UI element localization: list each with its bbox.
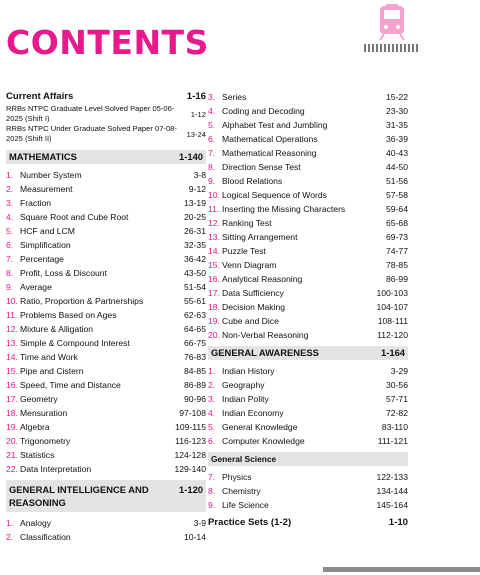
item-number: 4. bbox=[6, 212, 14, 222]
item-number: 15. bbox=[6, 366, 18, 376]
list-item[interactable] bbox=[208, 188, 408, 202]
item-number: 8. bbox=[208, 486, 216, 496]
section-pages: 1-120 bbox=[179, 484, 203, 495]
list-item[interactable] bbox=[208, 216, 408, 230]
item-label: Average bbox=[20, 282, 52, 292]
item-number: 3. bbox=[208, 92, 216, 102]
list-item[interactable] bbox=[6, 364, 206, 378]
item-label: Data Sufficiency bbox=[222, 288, 284, 298]
item-label: Venn Diagram bbox=[222, 260, 277, 270]
list-item[interactable] bbox=[208, 244, 408, 258]
item-pages: 36-42 bbox=[184, 254, 206, 264]
item-pages: 109-115 bbox=[175, 422, 206, 432]
list-item[interactable] bbox=[208, 378, 408, 392]
item-number: 5. bbox=[208, 422, 216, 432]
section-label: Current Affairs bbox=[6, 91, 74, 102]
item-number: 14. bbox=[208, 246, 220, 256]
item-pages: 20-25 bbox=[184, 212, 206, 222]
list-item[interactable] bbox=[208, 90, 408, 104]
item-label: Physics bbox=[222, 472, 252, 482]
item-pages: 66-75 bbox=[184, 338, 206, 348]
list-item[interactable] bbox=[208, 420, 408, 434]
item-number: 19. bbox=[208, 316, 220, 326]
list-item[interactable] bbox=[208, 364, 408, 378]
section-label: Practice Sets (1-2) bbox=[208, 517, 292, 528]
list-item[interactable] bbox=[208, 328, 408, 342]
item-pages: 108-111 bbox=[377, 316, 408, 326]
item-pages: 30-56 bbox=[386, 380, 408, 390]
item-label: Chemistry bbox=[222, 486, 261, 496]
item-pages: 59-64 bbox=[386, 204, 408, 214]
list-item[interactable] bbox=[208, 272, 408, 286]
item-label: Inserting the Missing Characters bbox=[222, 204, 346, 214]
list-item[interactable] bbox=[208, 314, 408, 328]
list-item[interactable] bbox=[6, 406, 206, 420]
item-number: 16. bbox=[208, 274, 220, 284]
science-list bbox=[208, 470, 408, 512]
item-pages: 84-85 bbox=[184, 366, 206, 376]
list-item[interactable] bbox=[208, 160, 408, 174]
section-intelligence-reasoning[interactable] bbox=[6, 480, 206, 512]
item-number: 7. bbox=[208, 472, 216, 482]
item-number: 6. bbox=[6, 240, 14, 250]
item-pages: 86-99 bbox=[386, 274, 408, 284]
item-number: 12. bbox=[6, 324, 18, 334]
item-pages: 104-107 bbox=[376, 302, 408, 312]
item-pages: 15-22 bbox=[386, 92, 408, 102]
item-label: RRBs NTPC Under Graduate Solved Paper 07-08-2025 (Shift II) bbox=[6, 124, 177, 143]
item-number: 7. bbox=[6, 254, 14, 264]
footer-bar bbox=[323, 567, 480, 572]
item-label: Profit, Loss & Discount bbox=[20, 268, 107, 278]
item-number: 11. bbox=[208, 204, 220, 214]
item-pages: 122-133 bbox=[376, 472, 408, 482]
item-label: Problems Based on Ages bbox=[20, 310, 117, 320]
section-pages: 1-10 bbox=[388, 517, 408, 528]
list-item[interactable] bbox=[208, 392, 408, 406]
item-label: Logical Sequence of Words bbox=[222, 190, 327, 200]
item-number: 13. bbox=[208, 232, 220, 242]
train-icon bbox=[362, 4, 422, 54]
item-pages: 13-19 bbox=[184, 198, 206, 208]
item-pages: 90-96 bbox=[184, 394, 206, 404]
list-item[interactable] bbox=[208, 286, 408, 300]
item-number: 5. bbox=[6, 226, 14, 236]
item-label: Percentage bbox=[20, 254, 64, 264]
item-pages: 10-14 bbox=[184, 532, 206, 542]
item-label: Mixture & Alligation bbox=[20, 324, 94, 334]
list-item[interactable] bbox=[6, 448, 206, 462]
item-label: HCF and LCM bbox=[20, 226, 75, 236]
page-title: CONTENTS bbox=[6, 23, 209, 62]
section-label: General Science bbox=[211, 454, 277, 464]
item-label: Ranking Test bbox=[222, 218, 272, 228]
list-item[interactable] bbox=[6, 392, 206, 406]
item-pages: 100-103 bbox=[376, 288, 408, 298]
item-pages: 111-121 bbox=[377, 436, 408, 446]
item-number: 10. bbox=[6, 296, 18, 306]
list-item[interactable] bbox=[6, 420, 206, 434]
item-label: Simplification bbox=[20, 240, 71, 250]
list-item[interactable] bbox=[6, 462, 206, 476]
item-number: 17. bbox=[6, 394, 18, 404]
item-pages: 69-73 bbox=[386, 232, 408, 242]
item-label: Indian Polity bbox=[222, 394, 269, 404]
item-label: Ratio, Proportion & Partnerships bbox=[20, 296, 144, 306]
item-pages: 13-24 bbox=[186, 130, 206, 139]
item-pages: 64-65 bbox=[184, 324, 206, 334]
item-pages: 51-56 bbox=[386, 176, 408, 186]
list-item[interactable] bbox=[208, 406, 408, 420]
reasoning-list bbox=[6, 516, 206, 544]
item-label: Analogy bbox=[20, 518, 52, 528]
item-number: 10. bbox=[208, 190, 220, 200]
list-item[interactable] bbox=[6, 196, 206, 210]
item-label: Simple & Compound Interest bbox=[20, 338, 130, 348]
item-pages: 129-140 bbox=[174, 464, 206, 474]
list-item[interactable] bbox=[208, 132, 408, 146]
item-label: Alphabet Test and Jumbling bbox=[222, 120, 328, 130]
list-item[interactable] bbox=[208, 470, 408, 484]
item-label: Fraction bbox=[20, 198, 52, 208]
section-general-awareness[interactable] bbox=[208, 346, 408, 360]
item-pages: 78-85 bbox=[386, 260, 408, 270]
list-item[interactable] bbox=[6, 210, 206, 224]
item-pages: 57-58 bbox=[386, 190, 408, 200]
list-item[interactable] bbox=[6, 182, 206, 196]
item-number: 9. bbox=[6, 282, 14, 292]
item-label: Coding and Decoding bbox=[222, 106, 305, 116]
item-number: 3. bbox=[208, 394, 216, 404]
list-item[interactable] bbox=[6, 530, 206, 544]
item-number: 8. bbox=[6, 268, 14, 278]
list-item[interactable] bbox=[6, 224, 206, 238]
list-item[interactable] bbox=[208, 146, 408, 160]
item-number: 9. bbox=[208, 500, 216, 510]
item-label: Mathematical Operations bbox=[222, 134, 318, 144]
item-pages: 62-63 bbox=[184, 310, 206, 320]
list-item[interactable] bbox=[6, 124, 206, 144]
item-number: 2. bbox=[208, 380, 216, 390]
item-label: Blood Relations bbox=[222, 176, 283, 186]
item-label: Time and Work bbox=[20, 352, 78, 362]
item-label: Measurement bbox=[20, 184, 73, 194]
list-item[interactable] bbox=[208, 434, 408, 448]
item-pages: 31-35 bbox=[386, 120, 408, 130]
item-number: 6. bbox=[208, 436, 216, 446]
section-general-science[interactable] bbox=[208, 452, 408, 466]
item-number: 2. bbox=[6, 184, 14, 194]
list-item[interactable] bbox=[6, 308, 206, 322]
list-item[interactable] bbox=[6, 280, 206, 294]
item-number: 1. bbox=[6, 170, 14, 180]
item-pages: 3-9 bbox=[193, 518, 206, 528]
list-item[interactable] bbox=[208, 498, 408, 512]
section-mathematics[interactable] bbox=[6, 150, 206, 164]
reasoning-list-continued bbox=[208, 90, 408, 342]
list-item[interactable] bbox=[6, 238, 206, 252]
item-label: RRBs NTPC Graduate Level Solved Paper 05-06-2025 (Shift I) bbox=[6, 104, 175, 123]
item-number: 6. bbox=[208, 134, 216, 144]
list-item[interactable] bbox=[6, 104, 206, 124]
item-label: Speed, Time and Distance bbox=[20, 380, 121, 390]
item-pages: 36-39 bbox=[386, 134, 408, 144]
item-label: Mensuration bbox=[20, 408, 68, 418]
item-pages: 44-50 bbox=[386, 162, 408, 172]
awareness-list bbox=[208, 364, 408, 448]
item-label: Indian History bbox=[222, 366, 275, 376]
list-item[interactable] bbox=[6, 294, 206, 308]
list-item[interactable] bbox=[208, 258, 408, 272]
item-pages: 43-50 bbox=[184, 268, 206, 278]
item-pages: 51-54 bbox=[184, 282, 206, 292]
item-pages: 145-164 bbox=[376, 500, 408, 510]
item-pages: 97-108 bbox=[179, 408, 206, 418]
item-pages: 86-89 bbox=[184, 380, 206, 390]
item-pages: 134-144 bbox=[376, 486, 408, 496]
section-label: GENERAL INTELLIGENCE AND REASONING bbox=[9, 484, 149, 508]
item-number: 4. bbox=[208, 106, 216, 116]
item-number: 21. bbox=[6, 450, 18, 460]
item-pages: 65-68 bbox=[386, 218, 408, 228]
item-label: Decision Making bbox=[222, 302, 286, 312]
section-label: MATHEMATICS bbox=[9, 151, 77, 162]
item-label: Square Root and Cube Root bbox=[20, 212, 129, 222]
item-label: Statistics bbox=[20, 450, 55, 460]
list-item[interactable] bbox=[6, 336, 206, 350]
list-item[interactable] bbox=[6, 516, 206, 530]
list-item[interactable] bbox=[208, 118, 408, 132]
item-number: 11. bbox=[6, 310, 18, 320]
item-pages: 76-83 bbox=[184, 352, 206, 362]
item-label: Algebra bbox=[20, 422, 50, 432]
item-number: 13. bbox=[6, 338, 18, 348]
list-item[interactable] bbox=[208, 484, 408, 498]
list-item[interactable] bbox=[6, 252, 206, 266]
item-number: 16. bbox=[6, 380, 18, 390]
section-current-affairs[interactable] bbox=[6, 90, 206, 104]
section-pages: 1-140 bbox=[179, 151, 203, 162]
item-number: 4. bbox=[208, 408, 216, 418]
item-pages: 1-12 bbox=[190, 110, 206, 119]
item-number: 18. bbox=[208, 302, 220, 312]
item-number: 18. bbox=[6, 408, 18, 418]
item-number: 17. bbox=[208, 288, 220, 298]
item-pages: 32-35 bbox=[184, 240, 206, 250]
item-pages: 83-110 bbox=[381, 422, 408, 432]
list-item[interactable] bbox=[6, 378, 206, 392]
item-number: 9. bbox=[208, 176, 216, 186]
section-pages: 1-164 bbox=[381, 347, 405, 358]
item-pages: 72-82 bbox=[386, 408, 408, 418]
item-pages: 9-12 bbox=[188, 184, 206, 194]
item-label: Analytical Reasoning bbox=[222, 274, 303, 284]
item-label: Sitting Arrangement bbox=[222, 232, 298, 242]
item-label: Pipe and Cistern bbox=[20, 366, 84, 376]
contents-left-column bbox=[6, 90, 206, 544]
item-label: Geometry bbox=[20, 394, 58, 404]
list-item[interactable] bbox=[208, 300, 408, 314]
section-pages: 1-16 bbox=[186, 91, 206, 102]
list-item[interactable] bbox=[208, 104, 408, 118]
item-label: Series bbox=[222, 92, 247, 102]
item-label: Indian Economy bbox=[222, 408, 284, 418]
item-label: Non-Verbal Reasoning bbox=[222, 330, 309, 340]
item-number: 2. bbox=[6, 532, 14, 542]
item-number: 22. bbox=[6, 464, 18, 474]
item-label: Puzzle Test bbox=[222, 246, 266, 256]
item-number: 7. bbox=[208, 148, 216, 158]
item-label: Direction Sense Test bbox=[222, 162, 301, 172]
item-label: Geography bbox=[222, 380, 265, 390]
mathematics-list bbox=[6, 168, 206, 476]
item-pages: 112-120 bbox=[377, 330, 408, 340]
section-label: GENERAL AWARENESS bbox=[211, 347, 319, 358]
item-number: 8. bbox=[208, 162, 216, 172]
item-number: 5. bbox=[208, 120, 216, 130]
section-practice-sets[interactable] bbox=[208, 516, 408, 530]
item-label: Computer Knowledge bbox=[222, 436, 305, 446]
item-pages: 3-29 bbox=[390, 366, 408, 376]
list-item[interactable] bbox=[208, 174, 408, 188]
item-number: 1. bbox=[208, 366, 216, 376]
item-label: Cube and Dice bbox=[222, 316, 279, 326]
item-label: General Knowledge bbox=[222, 422, 298, 432]
item-number: 3. bbox=[6, 198, 14, 208]
list-item[interactable] bbox=[6, 266, 206, 280]
item-number: 19. bbox=[6, 422, 18, 432]
list-item[interactable] bbox=[6, 434, 206, 448]
list-item[interactable] bbox=[208, 230, 408, 244]
list-item[interactable] bbox=[6, 322, 206, 336]
item-pages: 40-43 bbox=[386, 148, 408, 158]
item-pages: 3-8 bbox=[193, 170, 206, 180]
item-number: 20. bbox=[208, 330, 220, 340]
item-pages: 57-71 bbox=[386, 394, 408, 404]
item-label: Number System bbox=[20, 170, 82, 180]
item-label: Mathematical Reasoning bbox=[222, 148, 317, 158]
item-label: Trigonometry bbox=[20, 436, 71, 446]
item-label: Classification bbox=[20, 532, 71, 542]
item-label: Life Science bbox=[222, 500, 269, 510]
item-pages: 116-123 bbox=[175, 436, 206, 446]
item-label: Data Interpretation bbox=[20, 464, 92, 474]
item-pages: 23-30 bbox=[386, 106, 408, 116]
item-number: 20. bbox=[6, 436, 18, 446]
item-pages: 74-77 bbox=[386, 246, 408, 256]
list-item[interactable] bbox=[6, 350, 206, 364]
item-number: 14. bbox=[6, 352, 18, 362]
item-number: 12. bbox=[208, 218, 220, 228]
contents-right-column bbox=[208, 90, 408, 530]
item-number: 15. bbox=[208, 260, 220, 270]
item-pages: 26-31 bbox=[184, 226, 206, 236]
list-item[interactable] bbox=[208, 202, 408, 216]
item-pages: 124-128 bbox=[174, 450, 206, 460]
item-pages: 55-61 bbox=[184, 296, 206, 306]
item-number: 1. bbox=[6, 518, 14, 528]
list-item[interactable] bbox=[6, 168, 206, 182]
